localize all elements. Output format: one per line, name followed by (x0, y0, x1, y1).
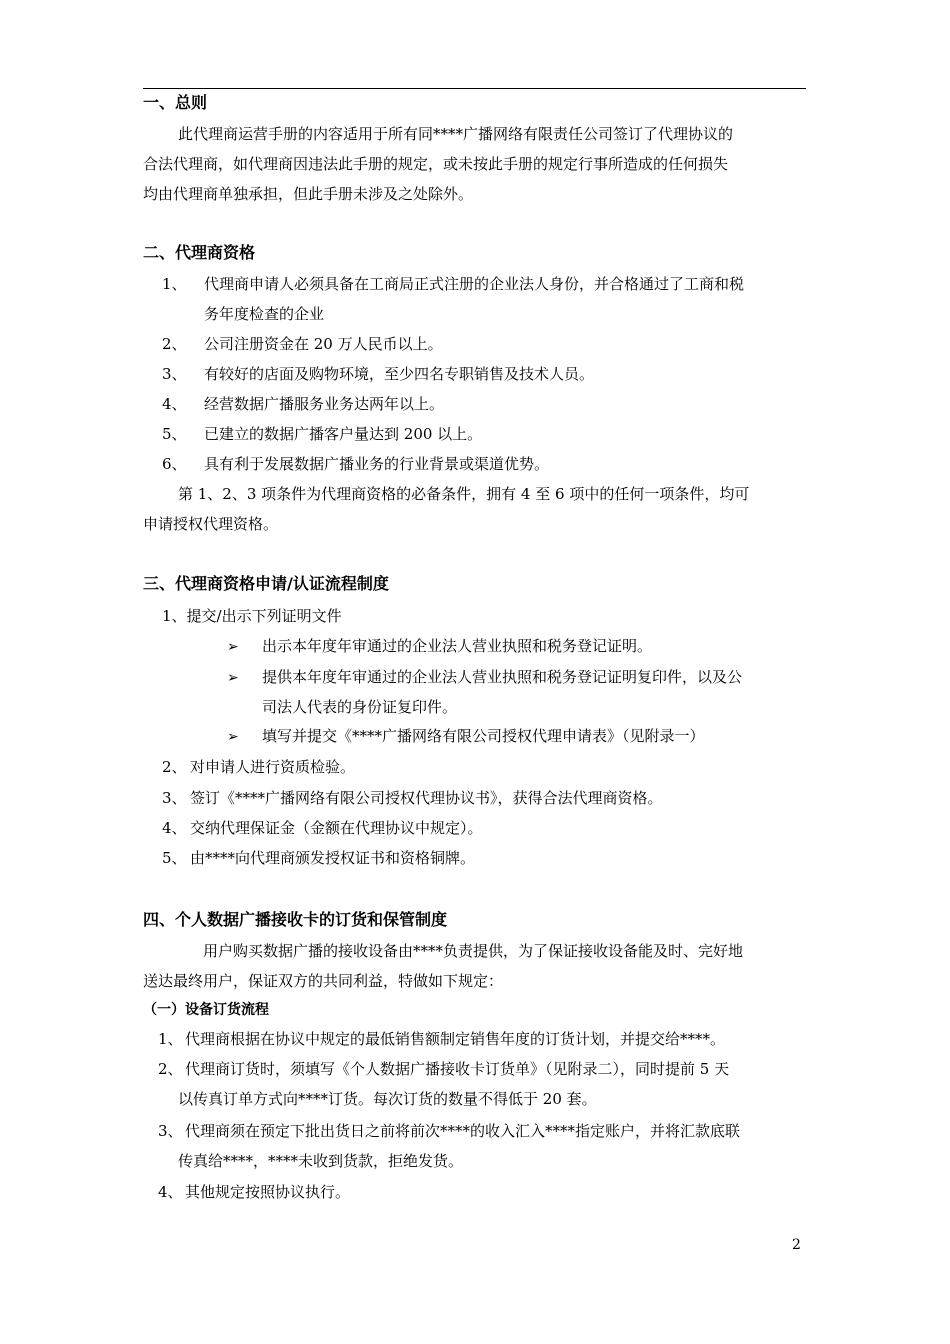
list-number: 4、 (162, 395, 187, 413)
list-item-text: 由****向代理商颁发授权证书和资格铜牌。 (190, 849, 476, 867)
list-number: 4、 (158, 1183, 183, 1201)
list-item-text: 已建立的数据广播客户量达到 200 以上。 (204, 425, 483, 443)
list-item-text: 代理商申请人必须具备在工商局正式注册的企业法人身份，并合格通过了工商和税 (204, 275, 745, 293)
list-number: 5、 (162, 425, 187, 443)
section-1-paragraph-line: 合法代理商，如代理商因违法此手册的规定，或未按此手册的规定行事所造成的任何损失 (143, 155, 729, 173)
list-item-text: 其他规定按照协议执行。 (185, 1183, 351, 1201)
bullet-item-text: 提供本年度年审通过的企业法人营业执照和税务登记证明复印件，以及公 (262, 668, 743, 686)
section-2-heading: 二、代理商资格 (143, 243, 256, 262)
list-number: 3、 (162, 789, 187, 807)
section-1-paragraph-line: 此代理商运营手册的内容适用于所有同****广播网络有限责任公司签订了代理协议的 (178, 125, 734, 143)
section-4-paragraph-line: 用户购买数据广播的接收设备由****负责提供，为了保证接收设备能及时、完好地 (203, 942, 744, 960)
list-item-text: 公司注册资金在 20 万人民币以上。 (204, 335, 443, 353)
section-4-heading: 四、个人数据广播接收卡的订货和保管制度 (143, 910, 448, 929)
list-item-text: 有较好的店面及购物环境，至少四名专职销售及技术人员。 (204, 365, 595, 383)
section-3-heading: 三、代理商资格申请/认证流程制度 (143, 574, 389, 593)
section-2-note-line: 第 1、2、3 项条件为代理商资格的必备条件，拥有 4 至 6 项中的任何一项条件，均可 (178, 485, 750, 503)
list-number: 5、 (162, 849, 187, 867)
list-item-text: 传真给****，****未收到货款，拒绝发货。 (178, 1152, 464, 1170)
list-number: 1、 (158, 1030, 183, 1048)
list-number: 1、 (162, 275, 187, 293)
arrow-bullet-icon: ➢ (227, 670, 239, 686)
arrow-bullet-icon: ➢ (227, 639, 239, 655)
list-item-text: 代理商须在预定下批出货日之前将前次****的收入汇入****指定账户，并将汇款底联 (185, 1122, 741, 1140)
bullet-item-text: 司法人代表的身份证复印件。 (262, 698, 458, 716)
list-item-text: 具有利于发展数据广播业务的行业背景或渠道优势。 (204, 455, 550, 473)
list-item-text: 务年度检查的企业 (204, 305, 325, 323)
list-item-text: 签订《****广播网络有限公司授权代理协议书》，获得合法代理商资格。 (190, 789, 663, 807)
list-number: 2、 (162, 335, 187, 353)
section-2-note-line: 申请授权代理资格。 (143, 515, 279, 533)
list-item-text: 经营数据广播服务业务达两年以上。 (204, 395, 445, 413)
list-number: 6、 (162, 455, 187, 473)
list-item-text: 对申请人进行资质检验。 (190, 758, 356, 776)
list-number: 2、 (162, 758, 187, 776)
subsection-heading: （一）设备订货流程 (143, 1002, 269, 1018)
section-1-paragraph-line: 均由代理商单独承担，但此手册未涉及之处除外。 (143, 185, 474, 203)
bullet-item-text: 填写并提交《****广播网络有限公司授权代理申请表》（见附录一） (262, 727, 705, 745)
list-item-text: 以传真订单方式向****订货。每次订货的数量不得低于 20 套。 (178, 1090, 597, 1108)
list-item-text: 代理商订货时，须填写《个人数据广播接收卡订货单》（见附录二），同时提前 5 天 (185, 1060, 730, 1078)
list-number: 3、 (158, 1122, 183, 1140)
section-4-paragraph-line: 送达最终用户，保证双方的共同利益，特做如下规定： (143, 972, 504, 990)
list-item-text: 代理商根据在协议中规定的最低销售额制定销售年度的订货计划，并提交给****。 (185, 1030, 726, 1048)
header-rule (143, 88, 806, 89)
arrow-bullet-icon: ➢ (227, 729, 239, 745)
page-number: 2 (792, 1237, 801, 1253)
section-1-heading: 一、总则 (143, 93, 208, 112)
list-item-text: 1、提交/出示下列证明文件 (162, 607, 342, 625)
list-number: 3、 (162, 365, 187, 383)
bullet-item-text: 出示本年度年审通过的企业法人营业执照和税务登记证明。 (262, 637, 653, 655)
list-number: 4、 (162, 819, 187, 837)
list-item-text: 交纳代理保证金（金额在代理协议中规定）。 (190, 819, 483, 837)
list-number: 2、 (158, 1060, 183, 1078)
